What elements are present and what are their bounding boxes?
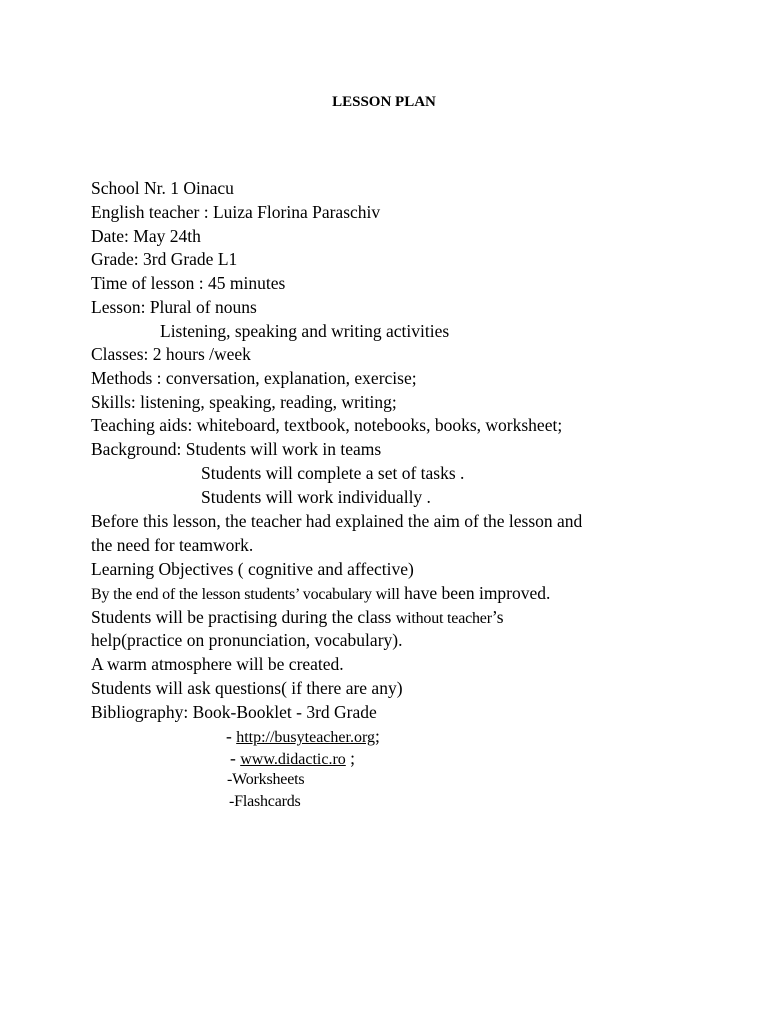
objective-line: help(practice on pronunciation, vocabulary). xyxy=(91,630,403,650)
separator: ; xyxy=(345,748,356,768)
skills-line: Skills: listening, speaking, reading, writing; xyxy=(91,392,397,412)
methods-line: Methods : conversation, explanation, exercise; xyxy=(91,368,417,388)
page-title: LESSON PLAN xyxy=(332,94,436,110)
time-line: Time of lesson : 45 minutes xyxy=(91,273,286,293)
objective-line: A warm atmosphere will be created. xyxy=(91,654,344,674)
bibliography-line: Bibliography: Book-Booklet - 3rd Grade xyxy=(91,702,377,722)
before-line: Before this lesson, the teacher had explained the aim of the lesson and xyxy=(91,511,583,531)
date-line: Date: May 24th xyxy=(91,226,201,246)
bibliography-item xyxy=(229,789,301,813)
objective-text: ’s xyxy=(491,607,504,627)
objectives-heading: Learning Objectives ( cognitive and affective) xyxy=(91,559,414,579)
objective-line xyxy=(91,582,550,606)
separator: ; xyxy=(375,726,380,746)
objective-line: Students will ask questions( if there are any) xyxy=(91,678,403,698)
objective-text: without teacher xyxy=(395,610,492,627)
background-line: Background: Students will work in teams xyxy=(91,439,382,459)
background-item: Students will work individually . xyxy=(201,487,431,507)
objective-text: Students will be practising during the class xyxy=(91,607,396,627)
before-line: the need for teamwork. xyxy=(91,535,254,555)
didactic-link[interactable]: www.didactic.ro xyxy=(240,751,346,768)
bullet-dash: - xyxy=(226,726,237,746)
flashcards-item: -Flashcards xyxy=(229,793,301,810)
lesson-sub-line: Listening, speaking and writing activities xyxy=(160,321,450,341)
teaching-aids-line: Teaching aids: whiteboard, textbook, notebooks, books, worksheet; xyxy=(91,415,563,435)
grade-line: Grade: 3rd Grade L1 xyxy=(91,249,238,269)
lesson-line: Lesson: Plural of nouns xyxy=(91,297,257,317)
objective-text: have been improved. xyxy=(399,583,551,603)
objective-line xyxy=(91,606,504,630)
bullet-dash: - xyxy=(230,748,241,768)
school-line: School Nr. 1 Oinacu xyxy=(91,178,234,198)
teacher-line: English teacher : Luiza Florina Paraschiv xyxy=(91,202,381,222)
bibliography-item xyxy=(227,767,304,791)
bibliography-item xyxy=(226,725,380,749)
background-item: Students will complete a set of tasks . xyxy=(201,463,465,483)
busyteacher-link[interactable]: http://busyteacher.org xyxy=(236,729,375,746)
objective-text: By the end of the lesson students’ vocabulary will xyxy=(91,586,400,603)
classes-line: Classes: 2 hours /week xyxy=(91,344,251,364)
worksheets-item: -Worksheets xyxy=(227,771,305,788)
